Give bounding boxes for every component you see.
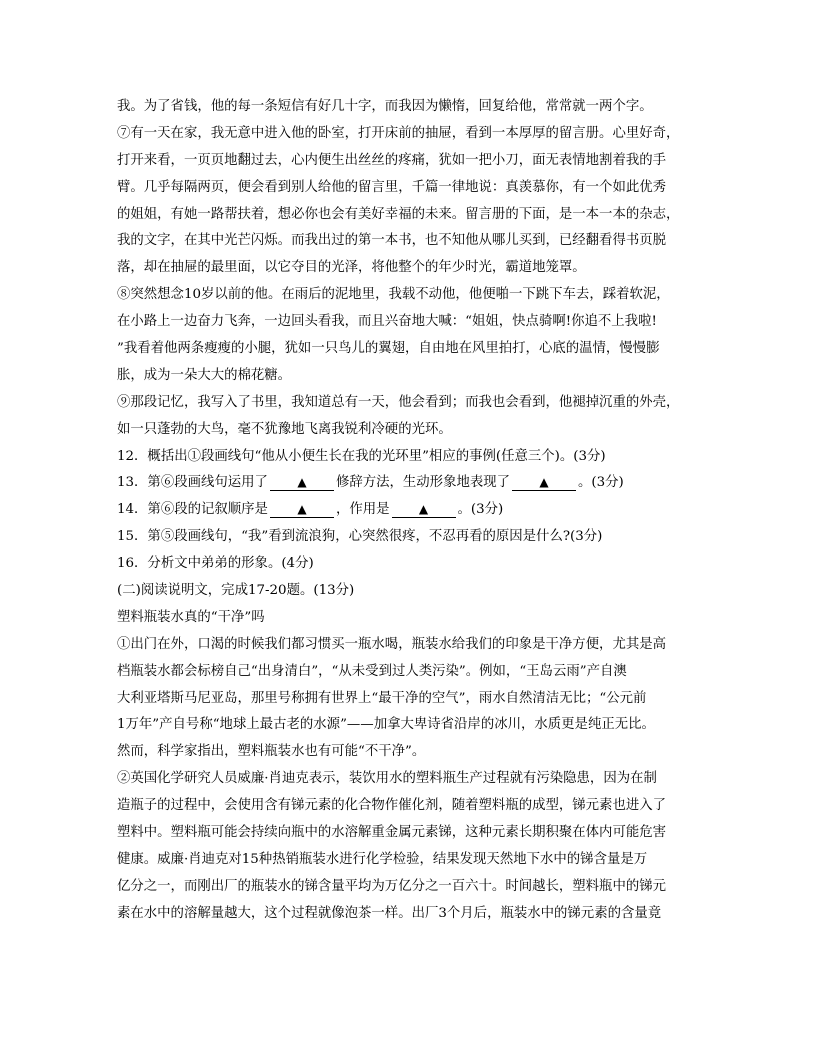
text-line: 塑料中。塑料瓶可能会持续向瓶中的水溶解重金属元素锑，这种元素长期积聚在体内可能危害 <box>117 825 667 841</box>
text-line: ⑦有一天在家，我无意中进入他的卧室，打开床前的抽屉，看到一本厚厚的留言册。心里好奇， <box>117 125 680 141</box>
answer-blank-2[interactable] <box>392 502 456 518</box>
text-line: 素在水中的溶解量越大，这个过程就像泡茶一样。出厂3个月后，瓶装水中的锑元素的含量竟 <box>117 905 662 921</box>
text-line: ①出门在外，口渴的时候我们都习惯买一瓶水喝，瓶装水给我们的印象是干净方便，尤其是高 <box>117 636 667 652</box>
question-15: 15．第⑤段画线句，“我”看到流浪狗，心突然很疼，不忍再看的原因是什么?(3分) <box>117 529 603 545</box>
section-heading: (二)阅读说明文，完成17-20题。(13分) <box>117 583 355 599</box>
text-line: 打开来看，一页页地翻过去，心内便生出丝丝的疼痛，犹如一把小刀，面无表情地割着我的手 <box>117 152 667 168</box>
text-line: ⑧突然想念10岁以前的他。在雨后的泥地里，我载不动他，他便啪一下跳下车去，踩着软泥， <box>117 287 670 303</box>
triangle-icon: ▲ <box>418 502 429 517</box>
text-line: 的姐姐，有她一路帮扶着，想必你也会有美好幸福的未来。留言册的下面，是一本一本的杂志， <box>117 206 680 222</box>
question-14 <box>117 497 695 524</box>
text-line: 胀，成为一朵大大的棉花糖。 <box>117 367 292 383</box>
text-line: ⑨那段记忆，我写入了书里，我知道总有一天，他会看到；而我也会看到，他褪掉沉重的外壳， <box>117 394 680 410</box>
answer-blank-1[interactable] <box>270 502 334 518</box>
question-13-prefix: 13．第⑥段画线句运用了 <box>117 475 268 491</box>
question-14-middle: ，作用是 <box>335 502 390 518</box>
text-line: 大利亚塔斯马尼亚岛，那里号称拥有世界上“最干净的空气”，雨水自然清洁无比；“公元前 <box>117 690 647 706</box>
document-page <box>117 94 695 928</box>
text-line: 我。为了省钱，他的每一条短信有好几十字，而我因为懒惰，回复给他，常常就一两个字。 <box>117 99 653 114</box>
question-16: 16．分析文中弟弟的形象。(4分) <box>117 556 314 572</box>
answer-blank-1[interactable] <box>270 475 334 491</box>
triangle-icon: ▲ <box>297 475 307 490</box>
text-line: 造瓶子的过程中，会使用含有锑元素的化合物作催化剂，随着塑料瓶的成型，锑元素也进入了 <box>117 798 667 814</box>
article-title: 塑料瓶装水真的“干净”吗 <box>117 609 265 625</box>
text-line: ”我看着他两条瘦瘦的小腿，犹如一只鸟儿的翼翅，自由地在风里拍打，心底的温情，慢慢膨 <box>117 341 660 357</box>
question-12: 12．概括出①段画线句“他从小便生长在我的光环里”相应的事例(任意三个)。(3分) <box>117 448 606 464</box>
text-line: 亿分之一，而刚出厂的瓶装水的锑含量平均为万亿分之一百六十。时间越长，塑料瓶中的锑元 <box>117 878 667 894</box>
text-line: 然而，科学家指出，塑料瓶装水也有可能“不干净”。 <box>117 744 426 760</box>
text-line: ②英国化学研究人员威廉·肖迪克表示，装饮用水的塑料瓶生产过程就有污染隐患，因为在制 <box>117 771 657 787</box>
question-14-prefix: 14．第⑥段的记叙顺序是 <box>117 502 268 518</box>
text-line: 档瓶装水都会标榜自己“出身清白”，“从未受到过人类污染”。例如，“王岛云雨”产自澳 <box>117 663 627 679</box>
text-line: 健康。威廉·肖迪克对15种热销瓶装水进行化学检验，结果发现天然地下水中的锑含量是万 <box>117 851 648 867</box>
text-line: 在小路上一边奋力飞奔，一边回头看我，而且兴奋地大喊：“姐姐，快点骑啊!你追不上我啦! <box>117 314 657 330</box>
triangle-icon: ▲ <box>297 502 307 517</box>
text-line: 落，却在抽屉的最里面，以它夺目的光泽，将他整个的年少时光，霸道地笼罩。 <box>117 260 586 276</box>
answer-blank-2[interactable] <box>512 475 576 491</box>
text-line: 1万年”产自号称“地球上最古老的水源”——加拿大卑诗省沿岸的冰川，水质更是纯正无比。 <box>117 717 655 733</box>
question-13-suffix: 。(3分) <box>578 475 624 491</box>
text-line: 我的文字，在其中光芒闪烁。而我出过的第一本书，也不知他从哪儿买到，已经翻看得书页脱 <box>117 233 667 249</box>
text-line: 如一只蓬勃的大鸟，毫不犹豫地飞离我锐利冷硬的光环。 <box>117 421 452 437</box>
text-line: 臂。几乎每隔两页，便会看到别人给他的留言里，千篇一律地说：真羡慕你，有一个如此优秀 <box>117 179 667 195</box>
question-14-suffix: 。(3分) <box>457 502 504 518</box>
question-13 <box>117 470 695 497</box>
question-13-middle: 修辞方法，生动形象地表现了 <box>335 475 511 491</box>
triangle-icon: ▲ <box>539 475 549 490</box>
